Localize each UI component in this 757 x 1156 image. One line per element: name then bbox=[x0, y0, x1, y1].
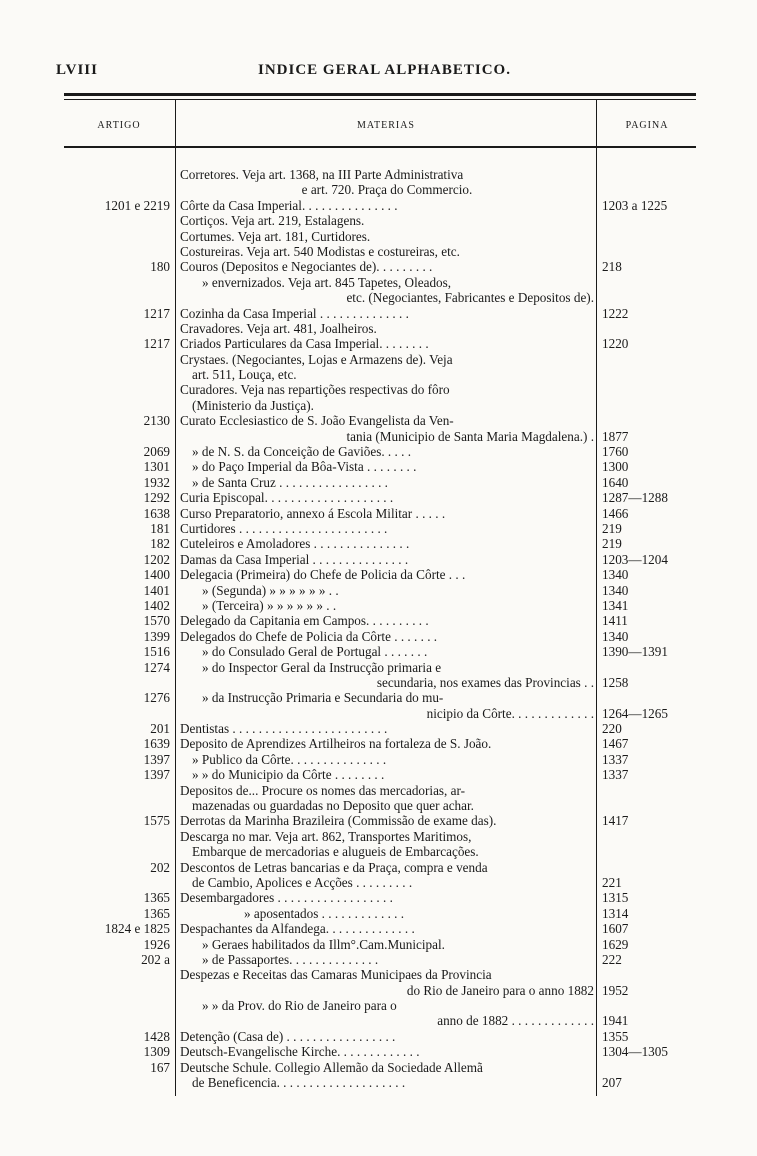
table-row bbox=[64, 382, 696, 397]
materia-cell: Detenção (Casa de) . . . . . . . . . . . . . . . . . bbox=[180, 1028, 396, 1044]
materia-cell: tania (Municipio de Santa Maria Magdalena.) . bbox=[346, 428, 594, 444]
artigo-cell: 1217 bbox=[143, 305, 170, 321]
materia-cell: do Rio de Janeiro para o anno 1882 bbox=[406, 982, 594, 998]
table-row bbox=[64, 736, 696, 751]
table-row bbox=[64, 198, 696, 213]
materia-cell: Embarque de mercadorias e alugueis de Embarcações. bbox=[192, 844, 479, 860]
materia-cell: Cozinha da Casa Imperial . . . . . . . . . . . . . . bbox=[180, 305, 409, 321]
table-row bbox=[64, 644, 696, 659]
materia-cell: etc. (Negociantes, Fabricantes e Depositos de). bbox=[346, 290, 594, 306]
materia-cell: » envernizados. Veja art. 845 Tapetes, Oleados, bbox=[202, 274, 452, 290]
artigo-cell: 1639 bbox=[143, 736, 170, 752]
column-header-materias: MATERIAS bbox=[356, 120, 415, 131]
pagina-cell: 219 bbox=[602, 536, 622, 552]
materia-cell: Criados Particulares da Casa Imperial. . . . . . . . bbox=[180, 336, 429, 352]
column-header-pagina: PAGINA bbox=[625, 120, 669, 131]
table-row bbox=[64, 352, 696, 367]
artigo-cell: 1292 bbox=[143, 490, 170, 506]
table-row bbox=[64, 413, 696, 428]
table-row bbox=[64, 259, 696, 274]
pagina-cell: 1941 bbox=[602, 1013, 629, 1029]
artigo-cell: 1638 bbox=[143, 505, 170, 521]
table-row bbox=[64, 721, 696, 736]
table-row bbox=[64, 921, 696, 936]
table-row bbox=[64, 629, 696, 644]
materia-cell: Deutsche Schule. Collegio Allemão da Sociedade Allemã bbox=[180, 1059, 483, 1075]
pagina-cell: 1760 bbox=[602, 444, 629, 460]
materia-cell: Dentistas . . . . . . . . . . . . . . . . . . . . . . . . bbox=[180, 721, 388, 737]
materia-cell: Corretores. Veja art. 1368, na III Parte Administrativa bbox=[180, 167, 464, 182]
table-row bbox=[64, 506, 696, 521]
materia-cell: Descarga no mar. Veja art. 862, Transportes Maritimos, bbox=[180, 828, 472, 844]
materia-cell: Cravadores. Veja art. 481, Joalheiros. bbox=[180, 320, 377, 336]
materia-cell: » do Paço Imperial da Bôa-Vista . . . . . . . . bbox=[192, 459, 417, 475]
materia-cell: Curtidores . . . . . . . . . . . . . . . . . . . . . . . bbox=[180, 520, 388, 536]
pagina-cell: 1340 bbox=[602, 567, 629, 583]
table-row bbox=[64, 1029, 696, 1044]
page-number: LVIII bbox=[56, 62, 98, 78]
table-row bbox=[64, 890, 696, 905]
table-row bbox=[64, 798, 696, 813]
pagina-cell: 1304—1305 bbox=[602, 1044, 668, 1060]
table-row bbox=[64, 521, 696, 536]
artigo-cell: 1276 bbox=[143, 690, 170, 706]
pagina-cell: 1417 bbox=[602, 813, 629, 829]
table-row bbox=[64, 398, 696, 413]
header-rule-thin bbox=[64, 99, 696, 100]
table-row bbox=[64, 213, 696, 228]
materia-cell: de Beneficencia. . . . . . . . . . . . . . . . . . . . bbox=[192, 1075, 406, 1091]
pagina-cell: 1355 bbox=[602, 1028, 629, 1044]
table-row bbox=[64, 875, 696, 890]
pagina-cell: 1340 bbox=[602, 628, 629, 644]
pagina-cell: 1203 a 1225 bbox=[602, 197, 668, 213]
table-row bbox=[64, 583, 696, 598]
materia-cell: » aposentados . . . . . . . . . . . . . bbox=[244, 905, 405, 921]
table-row bbox=[64, 429, 696, 444]
table-row bbox=[64, 660, 696, 675]
artigo-cell: 1824 e 1825 bbox=[104, 921, 170, 937]
materia-cell: Deposito de Aprendizes Artilheiros na fortaleza de S. João. bbox=[180, 736, 492, 752]
artigo-cell: 1570 bbox=[143, 613, 170, 629]
table-row bbox=[64, 783, 696, 798]
table-row bbox=[64, 290, 696, 305]
table-row bbox=[64, 860, 696, 875]
table-row bbox=[64, 275, 696, 290]
materia-cell: Couros (Depositos e Negociantes de). . . . . . . . . bbox=[180, 259, 433, 275]
materia-cell: Cortumes. Veja art. 181, Curtidores. bbox=[180, 228, 371, 244]
artigo-cell: 1397 bbox=[143, 767, 170, 783]
materia-cell: » de Passaportes. . . . . . . . . . . . . . bbox=[202, 951, 379, 967]
pagina-cell: 1340 bbox=[602, 582, 629, 598]
materia-cell: Cortiços. Veja art. 219, Estalagens. bbox=[180, 213, 365, 229]
materia-cell: secundaria, nos exames das Provincias . . bbox=[376, 674, 594, 690]
table-row bbox=[64, 813, 696, 828]
artigo-cell: 2069 bbox=[143, 444, 170, 460]
artigo-cell: 1428 bbox=[143, 1028, 170, 1044]
materia-cell: Deutsch-Evangelische Kirche. . . . . . . . . . . . . bbox=[180, 1044, 420, 1060]
artigo-cell: 201 bbox=[150, 721, 170, 737]
table-row bbox=[64, 690, 696, 705]
pagina-cell: 1466 bbox=[602, 505, 629, 521]
table-row bbox=[64, 983, 696, 998]
materia-cell: » (Terceira) » » » » » » . . bbox=[202, 597, 337, 613]
materia-cell: » Geraes habilitados da Illm°.Cam.Municipal. bbox=[202, 936, 445, 952]
table-row bbox=[64, 706, 696, 721]
pagina-cell: 1203—1204 bbox=[602, 551, 668, 567]
materia-cell: Cuteleiros e Amoladores . . . . . . . . . . . . . . . bbox=[180, 536, 410, 552]
materia-cell: » » do Municipio da Côrte . . . . . . . . bbox=[192, 767, 385, 783]
table-row bbox=[64, 598, 696, 613]
index-table bbox=[64, 167, 696, 1090]
table-row bbox=[64, 182, 696, 197]
pagina-cell: 220 bbox=[602, 721, 622, 737]
artigo-cell: 1201 e 2219 bbox=[104, 197, 170, 213]
materia-cell: Curadores. Veja nas repartições respectivas do fôro bbox=[180, 382, 450, 398]
artigo-cell: 1365 bbox=[143, 890, 170, 906]
artigo-cell: 1217 bbox=[143, 336, 170, 352]
page-title: INDICE GERAL ALPHABETICO. bbox=[258, 62, 511, 78]
artigo-cell: 202 bbox=[150, 859, 170, 875]
artigo-cell: 202 a bbox=[141, 951, 170, 967]
artigo-cell: 1274 bbox=[143, 659, 170, 675]
artigo-cell: 1202 bbox=[143, 551, 170, 567]
table-row bbox=[64, 613, 696, 628]
column-header-rule bbox=[64, 146, 696, 148]
table-row bbox=[64, 1044, 696, 1059]
table-row bbox=[64, 998, 696, 1013]
table-row bbox=[64, 490, 696, 505]
pagina-cell: 1467 bbox=[602, 736, 629, 752]
pagina-cell: 1315 bbox=[602, 890, 629, 906]
materia-cell: » da Instrucção Primaria e Secundaria do mu- bbox=[202, 690, 444, 706]
materia-cell: » Publico da Côrte. . . . . . . . . . . . . . . bbox=[192, 751, 387, 767]
materia-cell: art. 511, Louça, etc. bbox=[192, 367, 297, 383]
table-row bbox=[64, 567, 696, 582]
pagina-cell: 1337 bbox=[602, 767, 629, 783]
materia-cell: anno de 1882 . . . . . . . . . . . . . bbox=[437, 1013, 594, 1029]
artigo-cell: 1575 bbox=[143, 813, 170, 829]
materia-cell: Curato Ecclesiastico de S. João Evangelista da Ven- bbox=[180, 413, 454, 429]
materia-cell: e art. 720. Praça do Commercio. bbox=[301, 182, 473, 198]
materia-cell: de Cambio, Apolices e Acções . . . . . . . . . bbox=[192, 874, 413, 890]
materia-cell: » do Inspector Geral da Instrucção primaria e bbox=[202, 659, 442, 675]
pagina-cell: 207 bbox=[602, 1075, 622, 1091]
artigo-cell: 1402 bbox=[143, 597, 170, 613]
artigo-cell: 1516 bbox=[143, 644, 170, 660]
pagina-cell: 1952 bbox=[602, 982, 629, 998]
pagina-cell: 222 bbox=[602, 951, 622, 967]
table-row bbox=[64, 336, 696, 351]
pagina-cell: 219 bbox=[602, 520, 622, 536]
artigo-cell: 1365 bbox=[143, 905, 170, 921]
table-row bbox=[64, 752, 696, 767]
pagina-cell: 1411 bbox=[602, 613, 628, 629]
pagina-cell: 1390—1391 bbox=[602, 644, 668, 660]
column-header-artigo: ARTIGO bbox=[97, 120, 141, 131]
materia-cell: Delegado da Capitania em Campos. . . . . . . . . . bbox=[180, 613, 429, 629]
table-row bbox=[64, 229, 696, 244]
pagina-cell: 1337 bbox=[602, 751, 629, 767]
materia-cell: Curia Episcopal. . . . . . . . . . . . . . . . . . . . bbox=[180, 490, 394, 506]
pagina-cell: 1877 bbox=[602, 428, 629, 444]
materia-cell: Despachantes da Alfandega. . . . . . . . . . . . . . bbox=[180, 921, 415, 937]
table-row bbox=[64, 906, 696, 921]
artigo-cell: 1401 bbox=[143, 582, 170, 598]
materia-cell: Damas da Casa Imperial . . . . . . . . . . . . . . . bbox=[180, 551, 409, 567]
pagina-cell: 1607 bbox=[602, 921, 629, 937]
materia-cell: Curso Preparatorio, annexo á Escola Militar . . . . . bbox=[180, 505, 446, 521]
artigo-cell: 1400 bbox=[143, 567, 170, 583]
artigo-cell: 1397 bbox=[143, 751, 170, 767]
header-rule-thick bbox=[64, 93, 696, 96]
table-row bbox=[64, 536, 696, 551]
table-row bbox=[64, 367, 696, 382]
pagina-cell: 1287—1288 bbox=[602, 490, 668, 506]
pagina-cell: 1341 bbox=[602, 597, 629, 613]
materia-cell: » de N. S. da Conceição de Gaviões. . . . . bbox=[192, 444, 412, 460]
materia-cell: nicipio da Côrte. . . . . . . . . . . . . bbox=[426, 705, 594, 721]
table-row bbox=[64, 952, 696, 967]
materia-cell: Delegados do Chefe de Policia da Côrte . . . . . . . bbox=[180, 628, 438, 644]
table-row bbox=[64, 829, 696, 844]
table-row bbox=[64, 306, 696, 321]
pagina-cell: 218 bbox=[602, 259, 622, 275]
materia-cell: mazenadas ou guardadas no Deposito que quer achar. bbox=[192, 798, 474, 814]
table-row bbox=[64, 937, 696, 952]
materia-cell: Derrotas da Marinha Brazileira (Commissão de exame das). bbox=[180, 813, 497, 829]
pagina-cell: 1258 bbox=[602, 674, 629, 690]
table-row bbox=[64, 844, 696, 859]
artigo-cell: 2130 bbox=[143, 413, 170, 429]
artigo-cell: 1309 bbox=[143, 1044, 170, 1060]
artigo-cell: 1399 bbox=[143, 628, 170, 644]
table-row bbox=[64, 444, 696, 459]
materia-cell: Descontos de Letras bancarias e da Praça, compra e venda bbox=[180, 859, 488, 875]
table-row bbox=[64, 167, 696, 182]
pagina-cell: 1300 bbox=[602, 459, 629, 475]
pagina-cell: 1629 bbox=[602, 936, 629, 952]
table-row bbox=[64, 675, 696, 690]
pagina-cell: 1640 bbox=[602, 474, 629, 490]
materia-cell: Desembargadores . . . . . . . . . . . . . . . . . . bbox=[180, 890, 393, 906]
materia-cell: » » da Prov. do Rio de Janeiro para o bbox=[202, 998, 397, 1014]
materia-cell: Depositos de... Procure os nomes das mercadorias, ar- bbox=[180, 782, 466, 798]
pagina-cell: 221 bbox=[602, 874, 622, 890]
materia-cell: Crystaes. (Negociantes, Lojas e Armazens de). Veja bbox=[180, 351, 453, 367]
table-row bbox=[64, 967, 696, 982]
table-row bbox=[64, 767, 696, 782]
materia-cell: Costureiras. Veja art. 540 Modistas e costureiras, etc. bbox=[180, 243, 460, 259]
table-row bbox=[64, 321, 696, 336]
artigo-cell: 182 bbox=[150, 536, 170, 552]
table-row bbox=[64, 1075, 696, 1090]
table-row bbox=[64, 552, 696, 567]
table-row bbox=[64, 475, 696, 490]
materia-cell: » de Santa Cruz . . . . . . . . . . . . . . . . . bbox=[192, 474, 388, 490]
materia-cell: Delegacia (Primeira) do Chefe de Policia da Côrte . . . bbox=[180, 567, 466, 583]
pagina-cell: 1264—1265 bbox=[602, 705, 668, 721]
table-row bbox=[64, 1060, 696, 1075]
materia-cell: (Ministerio da Justiça). bbox=[192, 397, 314, 413]
artigo-cell: 1301 bbox=[143, 459, 170, 475]
pagina-cell: 1220 bbox=[602, 336, 629, 352]
materia-cell: » do Consulado Geral de Portugal . . . . . . . bbox=[202, 644, 428, 660]
pagina-cell: 1222 bbox=[602, 305, 629, 321]
table-row bbox=[64, 244, 696, 259]
materia-cell: » (Segunda) » » » » » » . . bbox=[202, 582, 339, 598]
materia-cell: Despezas e Receitas das Camaras Municipaes da Provincia bbox=[180, 967, 492, 983]
pagina-cell: 1314 bbox=[602, 905, 629, 921]
artigo-cell: 1926 bbox=[143, 936, 170, 952]
artigo-cell: 1932 bbox=[143, 474, 170, 490]
artigo-cell: 180 bbox=[150, 259, 170, 275]
table-row bbox=[64, 1013, 696, 1028]
artigo-cell: 167 bbox=[150, 1059, 170, 1075]
materia-cell: Côrte da Casa Imperial. . . . . . . . . . . . . . . bbox=[180, 197, 398, 213]
artigo-cell: 181 bbox=[150, 520, 170, 536]
table-row bbox=[64, 459, 696, 474]
